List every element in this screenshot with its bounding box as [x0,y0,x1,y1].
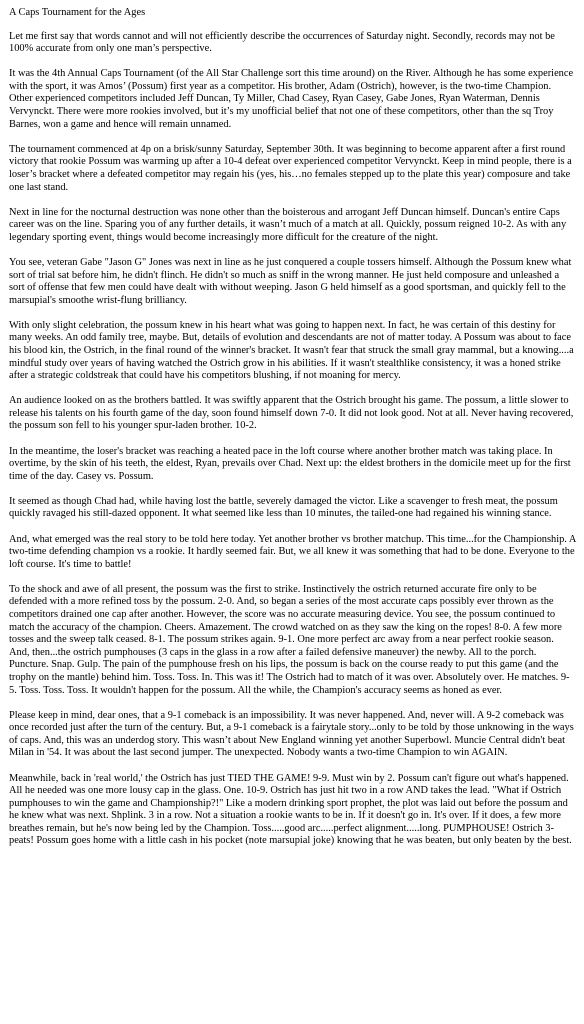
paragraph-finale: Meanwhile, back in 'real world,' the Ostrich has just TIED THE GAME! 9-9. Must win by 2. Possum can't figure out what's happened. All he needed was one more lousy cap in the glass. One. 10-9. Ostrich has just hit two in a row AND takes the lead. "What if Ostrich pumphouses to win the game and Championship?!" Like a modern drinking sport prophet, the plot was laid out before the possum and he knew what was next. Shplink. 3 in a row. Not a situation a rookie wants to be in. If it doesn't go in. It's over. If it does, a few more breathes remain, but he's now being led by the Champion. Toss.....good arc.....perfect alignment.....long. PUMPHOUSE! Ostrich 3-peats! Possum goes home with a little cash in his pocket (note marsupial joke) knowing that he was beaten, but only beaten by the best. [9,772,572,847]
paragraph-competitors: It was the 4th Annual Caps Tournament (of the All Star Challenge sort this time around) on the River. Although he has some experience with the sport, it was Amos’ (Possum) first year as a competitor. His brother, Adam (Ostrich), however, is the two-time Champion. Other experienced competitors included Jeff Duncan, Ty Miller, Chad Casey, Ryan Casey, Gabe Jones, Ryan Waterman, Dennis Vervynckt. There were more rookies involved, but it’s my unofficial belief that not one of these competitors, other than the sq Troy Barnes, won a game and hence will remain unnamed. [9,68,574,130]
paragraph-championship-game: To the shock and awe of all present, the possum was the first to strike. Instinctively the ostrich returned accurate fire only to be defended with a more refined toss by the possum. 2-0. And, so began a series of the most accurate caps possibly ever thrown as the competitors drained one cap after another. However, the score was no accurate measuring device. You see, the possum continued to match the accuracy of the champion. Cheers. Amazement. The crowd watched on as they saw the king on the ropes! 8-0. A few more tosses and the sweep talk ceased. 8-1. The possum strikes again. 9-1. One more perfect arc away from a near perfect rookie season. And, then...the ostrich pumphouses (3 caps in the glass in a row after a failed defensive maneuver) the newby. All to the porch. Puncture. Snap. Gulp. The pain of the pumphouse fresh on his lips, the possum is back on the course ready to put this game (and the trophy on the mantle) behind him. Toss. Toss. In. This was it! The Ostrich had to match of it was over. Absolutely over. He matches. 9-5. Toss. Toss. Toss. It wouldn't happen for the possum. All the while, the Champion's accuracy seems as honed as ever. [9,583,570,696]
paragraph-first-round: The tournament commenced at 4p on a brisk/sunny Saturday, September 30th. It was beginning to become apparent after a first round victory that rookie Possum was warming up after a 10-4 defeat over experienced competitor Vervynckt. Keep in mind people, there is a loser’s bracket where a defeated competitor may regain his (yes, his…no females stepped up to the plate this year) composure and take one last stand. [9,143,572,193]
paragraph-casey-match: It seemed as though Chad had, while having lost the battle, severely damaged the victor. Like a scavenger to fresh meat, the possum quickly ravaged his still-dazed opponent. It what seemed like less than 10 minutes, the tailed-one had regained his winning stance. [9,495,558,520]
paragraph-championship-setup: And, what emerged was the real story to be told here today. Yet another brother vs brother matchup. This time...for the Championship. A two-time defending champion vs a rookie. It hardly seemed fair. But, we all knew it was something that had to be done. Everyone to the loft course. It's time to battle! [9,533,576,570]
paragraph-intro: Let me first say that words cannot and will not efficiently describe the occurrences of Saturday night. Secondly, records may not be 100% accurate from only one man’s perspective. [9,30,555,55]
paragraph-duncan-match: Next in line for the nocturnal destruction was none other than the boisterous and arrogant Jeff Duncan himself. Duncan's entire Caps career was on the line. Sparing you of any further details, it wasn’t much of a match at all. Quickly, possum reigned 10-2. As with any legendary sporting event, things would become increasingly more difficult for the creature of the night. [9,206,567,243]
paragraph-comeback: Please keep in mind, dear ones, that a 9-1 comeback is an impossibility. It was never happened. And, never will. A 9-2 comeback was once recorded just after the turn of the century. But, a 9-1 comeback is a fairytale story...only to be told by those unknowing in the ways of caps. And, this was an underdog story. This wasn’t about New England winning yet another Superbowl. Muncie Central didn't beat Milan in '54. It was about the last second jumper. The unexpected. Nobody wants a two-time Champion to win AGAIN. [9,709,574,759]
paragraph-losers-bracket: In the meantime, the loser's bracket was reaching a heated pace in the loft course where another brother match was taking place. In overtime, by the skin of his teeth, the eldest, Ryan, prevails over Chad. Next up: the eldest brothers in the domicile meet up for the first time of the day. Casey vs. Possum. [9,445,571,482]
document-title: A Caps Tournament for the Ages [9,7,146,18]
paragraph-destiny: With only slight celebration, the possum knew in his heart what was going to happen next. In fact, he was certain of this destiny for many weeks. An odd family tree, maybe. But, details of evolution and descendants are not of matter today. A Possum was about to face his blood kin, the Ostrich, in the final round of the winner's bracket. It wasn't fear that struck the small gray mammal, but a knowing....a mindful study over years of having watched the Ostrich grow in his abilities. If it wasn't stealthlike consistency, it was a honed strike after a strategic coldstreak that could have his competitors blushing, if not moaning for mercy. [9,319,574,382]
paragraph-brothers-battle: An audience looked on as the brothers battled. It was swiftly apparent that the Ostrich brought his game. The possum, a little slower to release his talents on his fourth game of the day, soon found himself down 7-0. It did not look good. Not at all. Never having recovered, the possum son fell to his younger spur-laden brother. 10-2. [9,395,574,432]
paragraph-jones-match: You see, veteran Gabe "Jason G" Jones was next in line as he just conquered a couple tossers himself. Although the Possum knew what sort of trial sat before him, he didn't flinch. He didn't so much as sniff in the wrong manner. He just held composure and unleashed a sort of offense that few men could have dealt with without weeping. Jason G held himself as a good sportsman, and quickly fell to the marsupial's smoothe wrist-flung brilliancy. [9,256,572,306]
